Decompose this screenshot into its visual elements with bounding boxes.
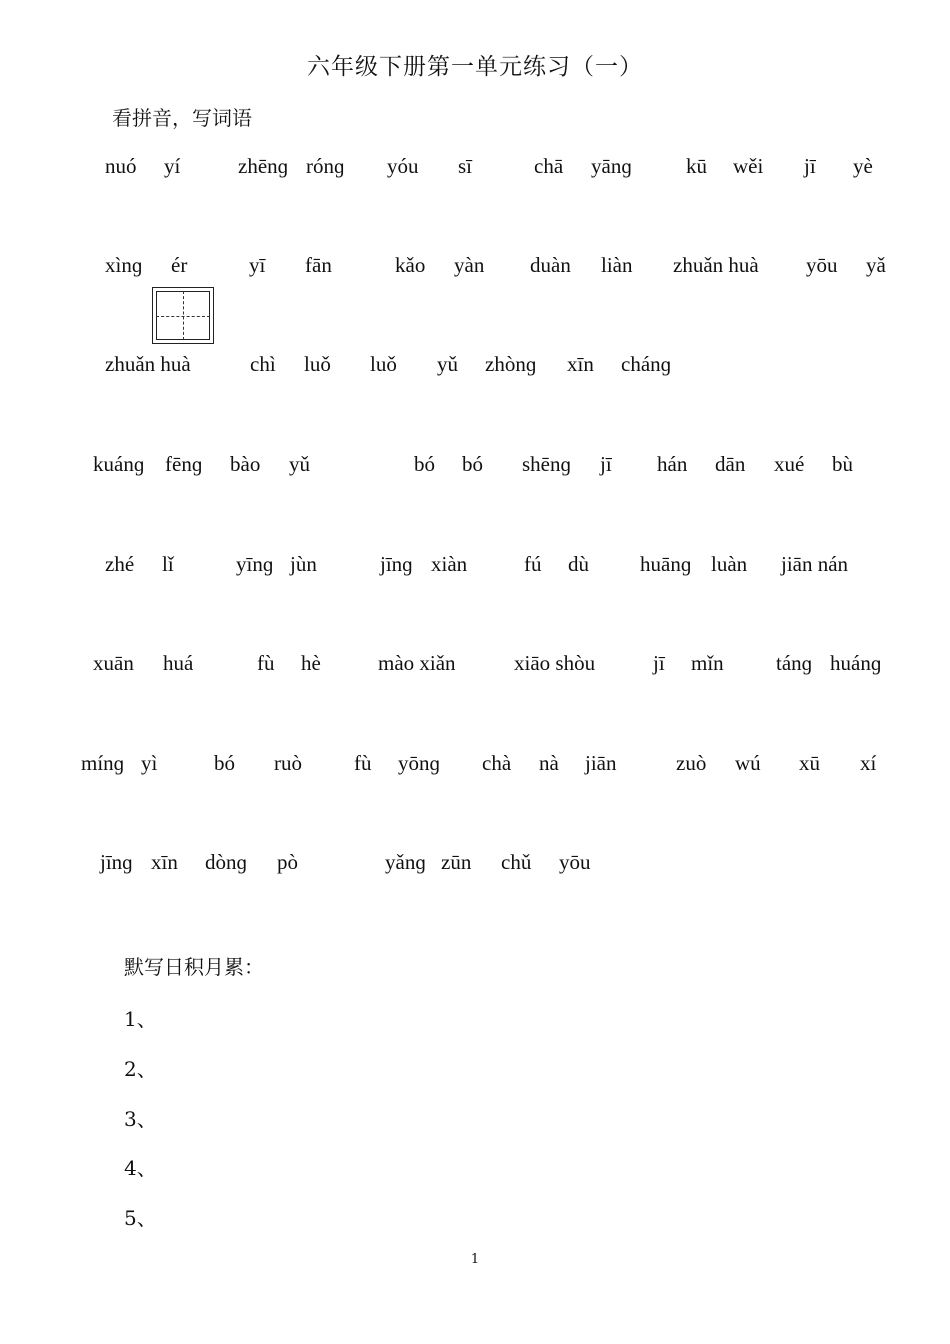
pinyin-syllable: zhònɡ: [485, 352, 537, 376]
pinyin-syllable: xū: [799, 751, 820, 775]
pinyin-syllable: jīnɡ: [100, 850, 133, 874]
pinyin-syllable: luǒ: [370, 352, 397, 376]
pinyin-syllable: jiān: [585, 751, 617, 775]
pinyin-syllable: yí: [164, 154, 181, 178]
pinyin-syllable: bó: [414, 452, 435, 476]
pinyin-syllable: huá: [163, 651, 194, 675]
pinyin-syllable: ruò: [274, 751, 302, 775]
pinyin-syllable: xí: [860, 751, 877, 775]
pinyin-syllable: rónɡ: [306, 154, 345, 178]
pinyin-syllable: zhé: [105, 552, 135, 576]
pinyin-syllable: huānɡ: [640, 552, 692, 576]
pinyin-syllable: jīnɡ: [380, 552, 413, 576]
pinyin-syllable: yì: [141, 751, 158, 775]
pinyin-syllable: wú: [735, 751, 761, 775]
section-heading: 看拼音，写词语: [112, 106, 252, 130]
pinyin-syllable: kuánɡ: [93, 452, 145, 476]
recitation-heading: 默写日积月累：: [124, 955, 264, 979]
pinyin-syllable: yàn: [454, 253, 485, 277]
pinyin-syllable: yǔ: [437, 352, 458, 376]
pinyin-syllable: zhuǎn huà: [673, 253, 759, 277]
pinyin-syllable: luàn: [711, 552, 748, 576]
pinyin-syllable: bó: [214, 751, 235, 775]
pinyin-syllable: jī: [653, 651, 665, 675]
pinyin-syllable: dònɡ: [205, 850, 247, 874]
pinyin-syllable: tánɡ: [776, 651, 813, 675]
pinyin-syllable: wěi: [733, 154, 764, 178]
pinyin-syllable: yè: [853, 154, 873, 178]
pinyin-syllable: pò: [277, 850, 298, 874]
pinyin-syllable: xuān: [93, 651, 134, 675]
pinyin-syllable: jī: [804, 154, 816, 178]
pinyin-syllable: zuò: [676, 751, 707, 775]
pinyin-syllable: bó: [462, 452, 483, 476]
pinyin-syllable: xīn: [567, 352, 594, 376]
numbered-item: 5、: [124, 1206, 157, 1230]
pinyin-syllable: jiān nán: [781, 552, 849, 576]
numbered-item: 1、: [124, 1007, 157, 1031]
pinyin-syllable: xué: [774, 452, 805, 476]
pinyin-syllable: chì: [250, 352, 276, 376]
page-title: 六年级下册第一单元练习（一）: [307, 54, 643, 80]
pinyin-syllable: kū: [686, 154, 707, 178]
pinyin-syllable: sī: [458, 154, 473, 178]
pinyin-syllable: bào: [230, 452, 261, 476]
pinyin-syllable: liàn: [601, 253, 633, 277]
pinyin-syllable: shēnɡ: [522, 452, 571, 476]
page-number: 1: [470, 1252, 480, 1267]
pinyin-syllable: yǔ: [289, 452, 310, 476]
pinyin-syllable: dān: [715, 452, 746, 476]
writing-box-vertical-guide: [183, 291, 184, 340]
pinyin-syllable: yóu: [387, 154, 419, 178]
pinyin-syllable: yǎ: [866, 253, 886, 277]
pinyin-syllable: yānɡ: [591, 154, 632, 178]
pinyin-syllable: mǐn: [691, 651, 724, 675]
pinyin-syllable: jùn: [290, 552, 317, 576]
pinyin-syllable: xìnɡ: [105, 253, 143, 277]
pinyin-syllable: zhēnɡ: [238, 154, 289, 178]
pinyin-syllable: fēnɡ: [165, 452, 203, 476]
pinyin-syllable: nà: [539, 751, 559, 775]
pinyin-syllable: lǐ: [162, 552, 174, 576]
pinyin-syllable: chǔ: [501, 850, 532, 874]
pinyin-syllable: yī: [249, 253, 266, 277]
pinyin-syllable: yōu: [559, 850, 591, 874]
pinyin-syllable: yōnɡ: [398, 751, 440, 775]
pinyin-syllable: xiāo shòu: [514, 651, 596, 675]
pinyin-syllable: fān: [305, 253, 332, 277]
pinyin-syllable: xīn: [151, 850, 178, 874]
numbered-item: 4、: [124, 1156, 157, 1180]
pinyin-syllable: fù: [354, 751, 372, 775]
pinyin-syllable: mào xiǎn: [378, 651, 456, 675]
pinyin-syllable: huánɡ: [830, 651, 882, 675]
pinyin-syllable: yǎnɡ: [385, 850, 426, 874]
pinyin-syllable: jī: [600, 452, 612, 476]
pinyin-syllable: fú: [524, 552, 542, 576]
pinyin-syllable: dù: [568, 552, 589, 576]
pinyin-syllable: zūn: [441, 850, 472, 874]
pinyin-syllable: kǎo: [395, 253, 426, 277]
numbered-item: 2、: [124, 1057, 157, 1081]
pinyin-syllable: hán: [657, 452, 688, 476]
pinyin-syllable: duàn: [530, 253, 571, 277]
pinyin-syllable: luǒ: [304, 352, 331, 376]
pinyin-syllable: chà: [482, 751, 512, 775]
pinyin-syllable: ér: [171, 253, 188, 277]
pinyin-syllable: xiàn: [431, 552, 468, 576]
pinyin-syllable: yōu: [806, 253, 838, 277]
pinyin-syllable: mínɡ: [81, 751, 125, 775]
numbered-item: 3、: [124, 1107, 157, 1131]
pinyin-syllable: fù: [257, 651, 275, 675]
pinyin-syllable: yīnɡ: [236, 552, 274, 576]
pinyin-syllable: zhuǎn huà: [105, 352, 191, 376]
pinyin-syllable: hè: [301, 651, 321, 675]
character-writing-box: [152, 287, 214, 344]
pinyin-syllable: bù: [832, 452, 853, 476]
pinyin-syllable: chánɡ: [621, 352, 672, 376]
pinyin-syllable: chā: [534, 154, 564, 178]
pinyin-syllable: nuó: [105, 154, 137, 178]
